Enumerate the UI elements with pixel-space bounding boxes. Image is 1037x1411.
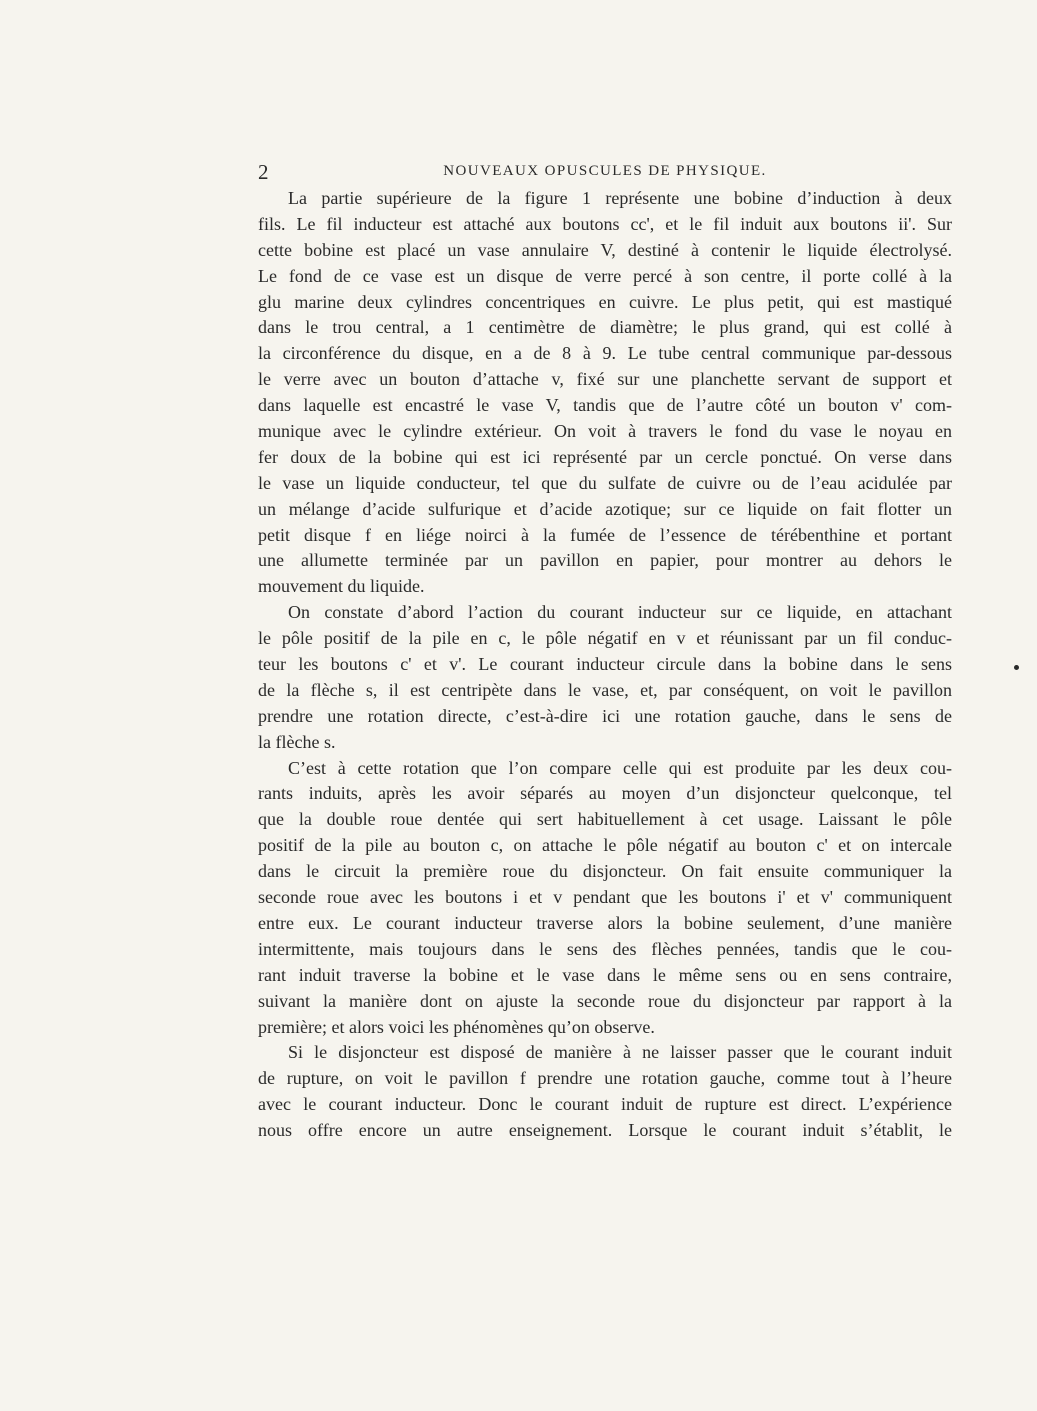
text-line: rant induit traverse la bobine et le vase dans le même sens ou en sens contraire, (258, 964, 952, 985)
text-line: mouvement du liquide. (258, 576, 425, 597)
text-line: dans laquelle est encastré le vase V, tandis que de l’autre côté un bouton v' com- (258, 395, 952, 416)
text-line: teur les boutons c' et v'. Le courant inducteur circule dans la bobine dans le sens (258, 654, 952, 675)
text-line: dans le trou central, a 1 centimètre de diamètre; le plus grand, qui est collé à (258, 317, 952, 338)
text-line: la flèche s. (258, 731, 336, 752)
text-line: un mélange d’acide sulfurique et d’acide azotique; sur ce liquide on fait flotter un (258, 498, 952, 519)
text-line: Si le disjoncteur est disposé de manière à ne laisser passer que le courant induit (288, 1042, 952, 1063)
text-line: fils. Le fil inducteur est attaché aux boutons cc', et le fil induit aux boutons ii'. Sur (258, 213, 952, 234)
text-line: que la double roue dentée qui sert habituellement à cet usage. Laissant le pôle (258, 809, 952, 830)
page-body (258, 158, 952, 1144)
text-line: le pôle positif de la pile en c, le pôle négatif en v et réunissant par un fil conduc- (258, 628, 952, 649)
text-line: Le fond de ce vase est un disque de verre percé à son centre, il porte collé à la (258, 265, 952, 286)
text-line: première; et alors voici les phénomènes qu’on observe. (258, 1016, 655, 1037)
running-head (258, 158, 952, 186)
margin-dot (1014, 665, 1019, 670)
text-line: nous offre encore un autre enseignement. Lorsque le courant induit s’établit, le (258, 1120, 952, 1141)
text-block (258, 186, 952, 1144)
text-line: de la flèche s, il est centripète dans le vase, et, par conséquent, on voit le pavillon (258, 679, 952, 700)
running-title: NOUVEAUX OPUSCULES DE PHYSIQUE. (443, 163, 767, 179)
text-line: entre eux. Le courant inducteur traverse alors la bobine seulement, d’une manière (258, 912, 952, 933)
text-line: seconde roue avec les boutons i et v pendant que les boutons i' et v' communiquent (258, 887, 952, 908)
text-line: positif de la pile au bouton c, on attache le pôle négatif au bouton c' et on intercale (258, 835, 952, 856)
text-line: la circonférence du disque, en a de 8 à 9. Le tube central communique par-dessous (258, 343, 952, 364)
text-line: glu marine deux cylindres concentriques en cuivre. Le plus petit, qui est mastiqué (258, 291, 952, 312)
text-line: le verre avec un bouton d’attache v, fixé sur une planchette servant de support et (258, 369, 952, 390)
text-line: petit disque f en liége noirci à la fumée de l’essence de térébenthine et portant (258, 524, 952, 545)
text-line: de rupture, on voit le pavillon f prendre une rotation gauche, comme tout à l’heure (258, 1068, 952, 1089)
text-line: le vase un liquide conducteur, tel que du sulfate de cuivre ou de l’eau acidulée par (258, 472, 952, 493)
text-line: dans le circuit la première roue du disjoncteur. On fait ensuite communiquer la (258, 861, 952, 882)
text-line: fer doux de la bobine qui est ici représenté par un cercle ponctué. On verse dans (258, 446, 952, 467)
text-line: une allumette terminée par un pavillon en papier, pour montrer au dehors le (258, 550, 952, 571)
page-number: 2 (258, 160, 269, 184)
text-line: suivant la manière dont on ajuste la seconde roue du disjoncteur par rapport à la (258, 990, 952, 1011)
text-line: avec le courant inducteur. Donc le courant induit de rupture est direct. L’expérience (258, 1094, 952, 1115)
text-line: C’est à cette rotation que l’on compare celle qui est produite par les deux cou- (288, 757, 952, 778)
text-line: prendre une rotation directe, c’est-à-dire ici une rotation gauche, dans le sens de (258, 705, 952, 726)
text-line: On constate d’abord l’action du courant inducteur sur ce liquide, en attachant (288, 602, 952, 623)
text-line: La partie supérieure de la figure 1 représente une bobine d’induction à deux (288, 188, 952, 208)
text-line: rants induits, après les avoir séparés au moyen d’un disjoncteur quelconque, tel (258, 783, 952, 804)
text-line: intermittente, mais toujours dans le sens des flèches pennées, tandis que le cou- (258, 938, 952, 959)
text-line: munique avec le cylindre extérieur. On voit à travers le fond du vase le noyau en (258, 421, 952, 442)
text-line: cette bobine est placé un vase annulaire V, destiné à contenir le liquide électrolysé. (258, 239, 952, 260)
